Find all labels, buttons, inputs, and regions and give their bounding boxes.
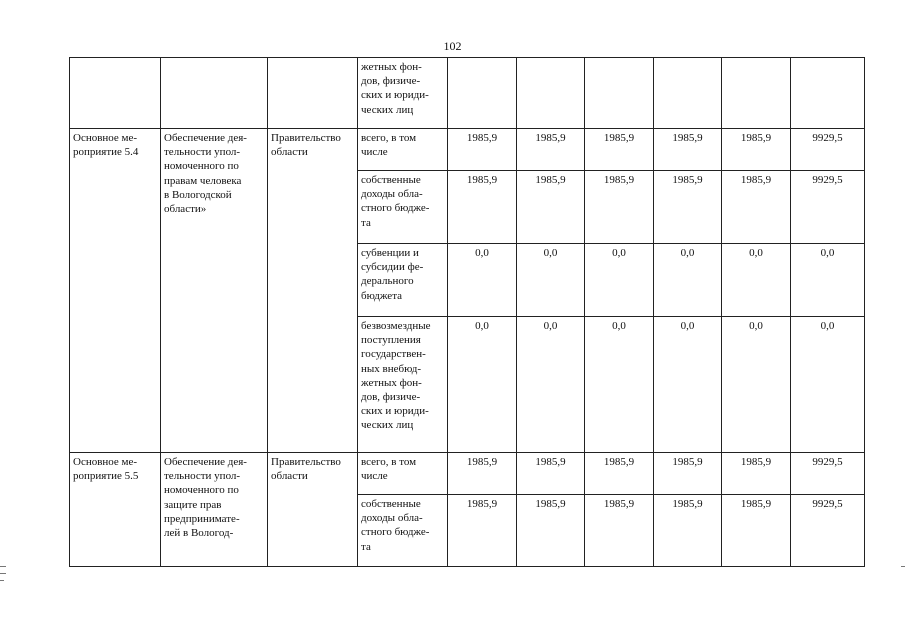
value-cell [448, 58, 517, 129]
value-cell: 1985,9 [517, 171, 585, 244]
value-cell: 0,0 [448, 317, 517, 453]
total-cell: 9929,5 [791, 171, 865, 244]
total-cell: 9929,5 [791, 495, 865, 567]
budget-table [69, 57, 865, 567]
description-cell: Обеспечение дея- тельности упол- номоченного по защите прав предпринимате- лей в Вологод- [161, 453, 268, 567]
value-cell [654, 58, 722, 129]
funding-source-cell: безвозмездные поступления государствен- ных внебюд- жетных фон- дов, физиче- ских и юриди- ческих лиц [358, 317, 448, 453]
value-cell: 1985,9 [448, 453, 517, 495]
funding-source-cell: жетных фон- дов, физиче- ских и юриди- ческих лиц [358, 58, 448, 129]
activity-cell: Основное ме- роприятие 5.4 [70, 129, 161, 453]
total-cell: 0,0 [791, 244, 865, 317]
funding-source-cell: собственные доходы обла- стного бюдже- та [358, 171, 448, 244]
page-number: 102 [443, 39, 462, 53]
executor-cell: Правительство области [268, 453, 358, 567]
value-cell: 0,0 [654, 244, 722, 317]
scan-edge-mark [901, 566, 905, 567]
value-cell: 0,0 [517, 317, 585, 453]
activity-cell [70, 58, 161, 129]
funding-source-cell: всего, в том числе [358, 453, 448, 495]
table-row [70, 129, 865, 171]
value-cell: 1985,9 [722, 453, 791, 495]
value-cell: 0,0 [585, 244, 654, 317]
activity-cell: Основное ме- роприятие 5.5 [70, 453, 161, 567]
value-cell [517, 58, 585, 129]
value-cell: 1985,9 [448, 495, 517, 567]
description-cell: Обеспечение дея- тельности упол- номоченного по правам человека в Вологодской области» [161, 129, 268, 453]
scan-edge-mark [0, 573, 6, 574]
funding-source-cell: собственные доходы обла- стного бюдже- та [358, 495, 448, 567]
total-cell: 9929,5 [791, 129, 865, 171]
value-cell: 1985,9 [654, 453, 722, 495]
funding-source-cell: всего, в том числе [358, 129, 448, 171]
value-cell: 1985,9 [654, 495, 722, 567]
value-cell: 0,0 [585, 317, 654, 453]
value-cell: 1985,9 [517, 495, 585, 567]
value-cell: 1985,9 [585, 453, 654, 495]
value-cell: 1985,9 [654, 171, 722, 244]
scan-edge-mark [0, 580, 4, 581]
value-cell: 0,0 [654, 317, 722, 453]
value-cell: 1985,9 [585, 171, 654, 244]
value-cell: 1985,9 [448, 129, 517, 171]
value-cell: 1985,9 [722, 129, 791, 171]
scan-edge-mark [0, 566, 6, 567]
value-cell: 1985,9 [517, 129, 585, 171]
value-cell: 1985,9 [448, 171, 517, 244]
value-cell [722, 58, 791, 129]
executor-cell: Правительство области [268, 129, 358, 453]
value-cell: 1985,9 [722, 495, 791, 567]
total-cell [791, 58, 865, 129]
table-row [70, 58, 865, 129]
value-cell: 0,0 [517, 244, 585, 317]
value-cell: 1985,9 [722, 171, 791, 244]
total-cell: 0,0 [791, 317, 865, 453]
value-cell: 1985,9 [654, 129, 722, 171]
description-cell [161, 58, 268, 129]
total-cell: 9929,5 [791, 453, 865, 495]
value-cell: 1985,9 [585, 129, 654, 171]
funding-source-cell: субвенции и субсидии фе- дерального бюджета [358, 244, 448, 317]
value-cell [585, 58, 654, 129]
value-cell: 1985,9 [517, 453, 585, 495]
value-cell: 0,0 [722, 317, 791, 453]
value-cell: 1985,9 [585, 495, 654, 567]
executor-cell [268, 58, 358, 129]
value-cell: 0,0 [448, 244, 517, 317]
value-cell: 0,0 [722, 244, 791, 317]
table-row [70, 453, 865, 495]
